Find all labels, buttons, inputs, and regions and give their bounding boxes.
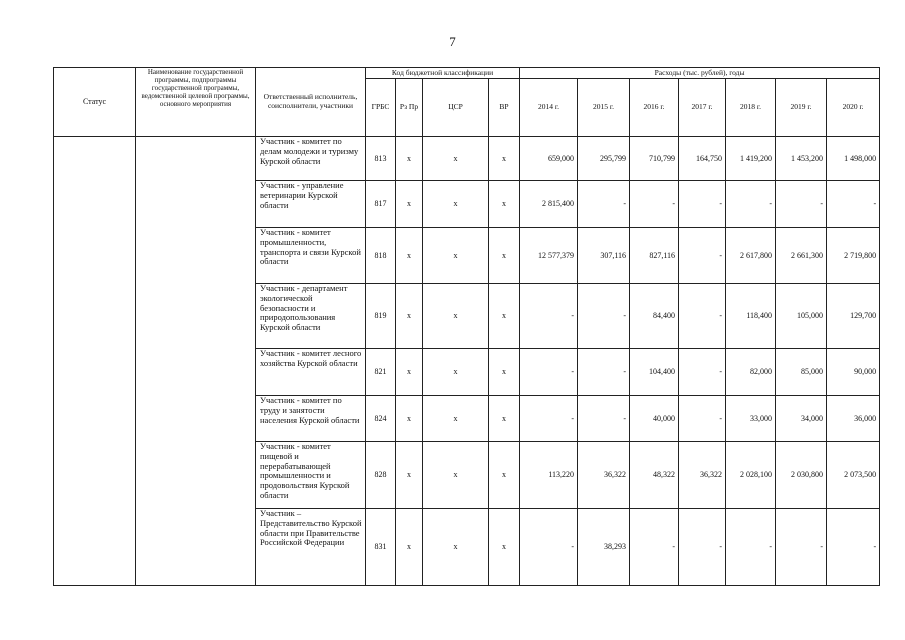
expense-cell: 84,400 [630, 284, 679, 349]
expense-cell: - [578, 181, 630, 228]
expense-cell: - [776, 509, 827, 586]
expense-cell: 164,750 [679, 137, 726, 181]
expense-cell: - [578, 396, 630, 442]
page-number: 7 [449, 34, 456, 49]
expense-cell: 659,000 [520, 137, 578, 181]
header-year: 2020 г. [827, 79, 880, 137]
expense-cell: - [726, 181, 776, 228]
expense-cell: 118,400 [726, 284, 776, 349]
expense-cell: - [578, 284, 630, 349]
expense-cell: - [679, 396, 726, 442]
expense-cell: 1 498,000 [827, 137, 880, 181]
rzpr-cell: x [396, 228, 423, 284]
expense-cell: - [827, 509, 880, 586]
vr-cell: x [489, 396, 520, 442]
expense-cell: 2 617,800 [726, 228, 776, 284]
header-year: 2016 г. [630, 79, 679, 137]
expense-cell: - [520, 349, 578, 396]
rzpr-cell: x [396, 396, 423, 442]
expense-cell: 33,000 [726, 396, 776, 442]
header-vr: ВР [489, 79, 520, 137]
vr-cell: x [489, 137, 520, 181]
csr-cell: x [423, 284, 489, 349]
expense-cell: 104,400 [630, 349, 679, 396]
expense-cell: 2 661,300 [776, 228, 827, 284]
header-year: 2017 г. [679, 79, 726, 137]
participant-cell: Участник - комитет по делам молодежи и туризму Курской области [256, 137, 366, 181]
participant-cell: Участник - комитет промышленности, транспорта и связи Курской области [256, 228, 366, 284]
participant-cell: Участник – Представительство Курской области при Правительстве Российской Федерации [256, 509, 366, 586]
rzpr-cell: x [396, 137, 423, 181]
header-rzpr: Рз Пр [396, 79, 423, 137]
expense-cell: 105,000 [776, 284, 827, 349]
expense-cell: 307,116 [578, 228, 630, 284]
rzpr-cell: x [396, 349, 423, 396]
vr-cell: x [489, 442, 520, 509]
expense-cell: 129,700 [827, 284, 880, 349]
header-program-name: Наименование государственной программы, подпрограммы государственной программы, ведомственной целевой программы, основного мероприятия [136, 68, 256, 137]
header-executor: Ответственный исполнитель, соисполнители, участники [256, 68, 366, 137]
expense-cell: 40,000 [630, 396, 679, 442]
vr-cell: x [489, 228, 520, 284]
csr-cell: x [423, 228, 489, 284]
expense-cell: 36,322 [578, 442, 630, 509]
csr-cell: x [423, 442, 489, 509]
expense-cell: 85,000 [776, 349, 827, 396]
expense-cell: 2 719,800 [827, 228, 880, 284]
grbs-cell: 818 [366, 228, 396, 284]
header-status: Статус [54, 68, 136, 137]
status-cell [54, 137, 136, 586]
expense-cell: 827,116 [630, 228, 679, 284]
program-name-cell [136, 137, 256, 586]
rzpr-cell: x [396, 181, 423, 228]
header-year: 2014 г. [520, 79, 578, 137]
rzpr-cell: x [396, 509, 423, 586]
header-year: 2015 г. [578, 79, 630, 137]
table-row [54, 137, 880, 181]
expense-cell: - [630, 181, 679, 228]
rzpr-cell: x [396, 442, 423, 509]
participant-cell: Участник - департамент экологической безопасности и природопользования Курской области [256, 284, 366, 349]
participant-cell: Участник - комитет по труду и занятости населения Курской области [256, 396, 366, 442]
expense-cell: - [520, 509, 578, 586]
expense-cell: - [776, 181, 827, 228]
grbs-cell: 819 [366, 284, 396, 349]
expense-cell: - [827, 181, 880, 228]
grbs-cell: 831 [366, 509, 396, 586]
vr-cell: x [489, 349, 520, 396]
csr-cell: x [423, 509, 489, 586]
expense-cell: - [520, 396, 578, 442]
expense-cell: - [679, 509, 726, 586]
expense-cell: - [578, 349, 630, 396]
expense-cell: 113,220 [520, 442, 578, 509]
vr-cell: x [489, 509, 520, 586]
header-year: 2018 г. [726, 79, 776, 137]
participant-cell: Участник - комитет лесного хозяйства Курской области [256, 349, 366, 396]
expense-cell: 2 030,800 [776, 442, 827, 509]
budget-table [53, 67, 880, 586]
expense-cell: - [679, 349, 726, 396]
grbs-cell: 824 [366, 396, 396, 442]
expense-cell: 48,322 [630, 442, 679, 509]
vr-cell: x [489, 284, 520, 349]
expense-cell: - [630, 509, 679, 586]
csr-cell: x [423, 137, 489, 181]
vr-cell: x [489, 181, 520, 228]
expense-cell: 12 577,379 [520, 228, 578, 284]
expense-cell: 90,000 [827, 349, 880, 396]
expense-cell: - [520, 284, 578, 349]
expense-cell: 1 453,200 [776, 137, 827, 181]
header-grbs: ГРБС [366, 79, 396, 137]
csr-cell: x [423, 349, 489, 396]
expense-cell: 710,799 [630, 137, 679, 181]
participant-cell: Участник - комитет пищевой и перерабатывающей промышленности и продовольствия Курской области [256, 442, 366, 509]
expense-cell: - [679, 181, 726, 228]
grbs-cell: 821 [366, 349, 396, 396]
expense-cell: - [726, 509, 776, 586]
expense-cell: 36,000 [827, 396, 880, 442]
csr-cell: x [423, 396, 489, 442]
expense-cell: 82,000 [726, 349, 776, 396]
expense-cell: 34,000 [776, 396, 827, 442]
header-csr: ЦСР [423, 79, 489, 137]
header-expenses: Расходы (тыс. рублей), годы [520, 68, 880, 79]
expense-cell: 295,799 [578, 137, 630, 181]
header-year: 2019 г. [776, 79, 827, 137]
expense-cell: - [679, 228, 726, 284]
expense-cell: 2 028,100 [726, 442, 776, 509]
grbs-cell: 813 [366, 137, 396, 181]
expense-cell: 2 815,400 [520, 181, 578, 228]
expense-cell: 38,293 [578, 509, 630, 586]
csr-cell: x [423, 181, 489, 228]
header-budget-code: Код бюджетной классификации [366, 68, 520, 79]
expense-cell: 2 073,500 [827, 442, 880, 509]
grbs-cell: 817 [366, 181, 396, 228]
grbs-cell: 828 [366, 442, 396, 509]
participant-cell: Участник - управление ветеринарии Курской области [256, 181, 366, 228]
expense-cell: 1 419,200 [726, 137, 776, 181]
expense-cell: 36,322 [679, 442, 726, 509]
expense-cell: - [679, 284, 726, 349]
rzpr-cell: x [396, 284, 423, 349]
